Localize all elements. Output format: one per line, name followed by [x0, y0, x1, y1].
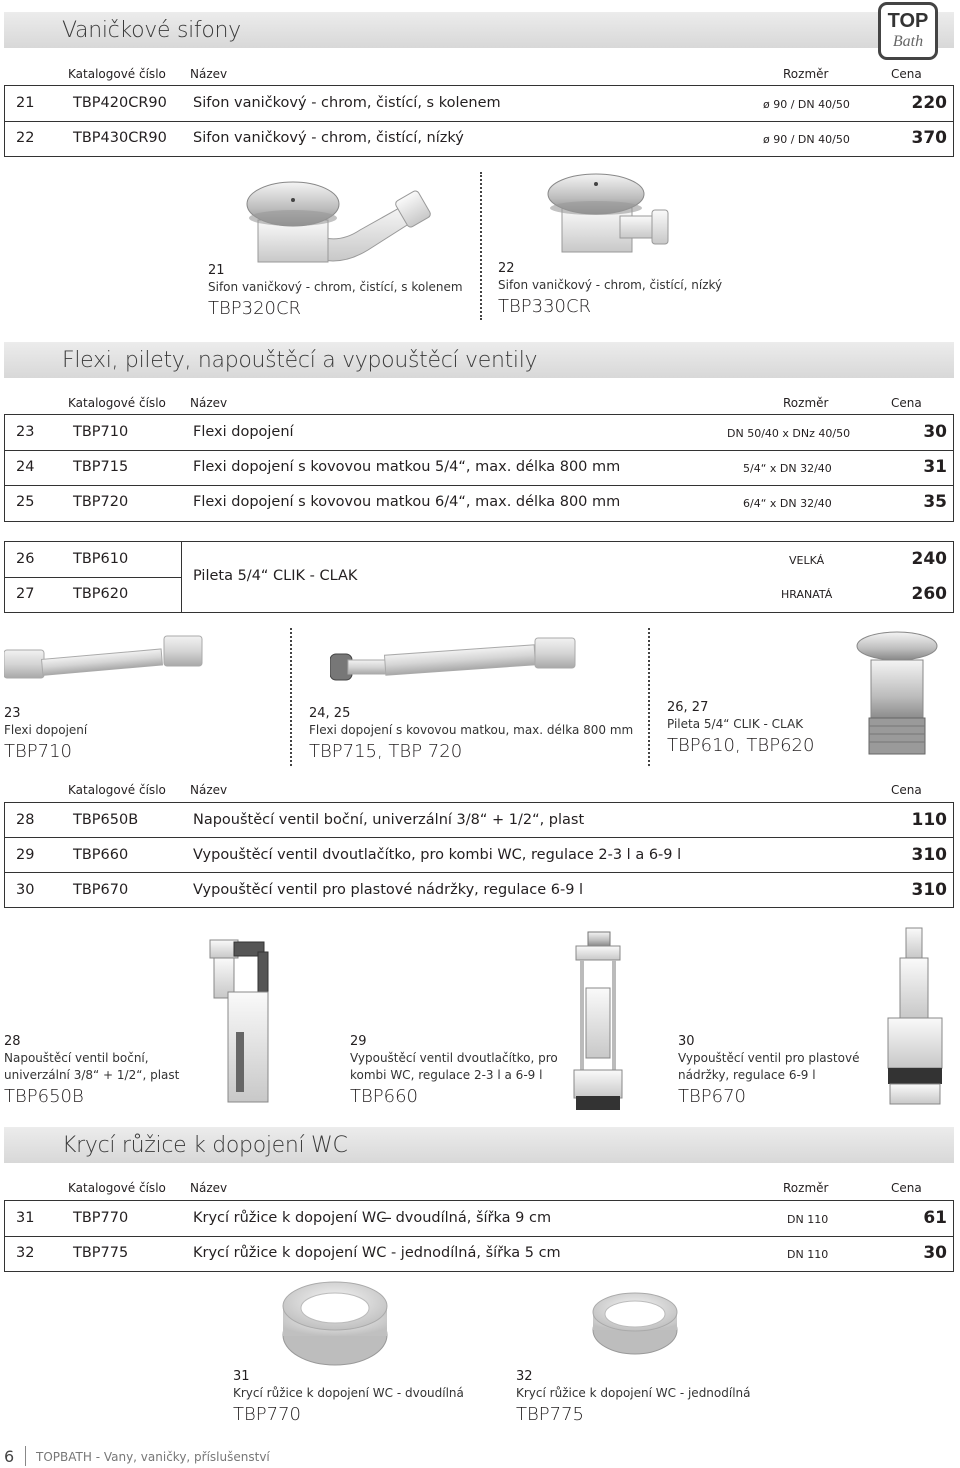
table-valves [4, 802, 954, 908]
row-catalog: TBP770 [73, 1210, 129, 1226]
table-rosettes [4, 1200, 954, 1272]
row-number: 28 [16, 812, 35, 828]
caption-desc: kombi WC, regulace 2-3 l a 6-9 l [350, 1068, 543, 1082]
siphon-low-image [540, 172, 680, 262]
caption-number: 30 [678, 1034, 695, 1049]
caption-desc: Napouštěcí ventil boční, [4, 1051, 149, 1065]
col-header-price: Cena [891, 67, 922, 81]
row-name: Krycí růžice k dopojení WC ̶ dvoudílná, šířka 9 cm [193, 1210, 552, 1226]
col-header-dim: Rozměr [783, 67, 829, 81]
row-name: Napouštěcí ventil boční, univerzální 3/8“ + 1/2“, plast [193, 812, 585, 828]
caption-code: TBP670 [678, 1086, 746, 1107]
table-flexi [4, 414, 954, 522]
row-number: 22 [16, 130, 35, 146]
caption-number: 28 [4, 1034, 21, 1049]
table-row [5, 1237, 953, 1271]
table-pileta [4, 541, 954, 613]
footer-divider [25, 1446, 26, 1466]
caption-siphon-22 [498, 260, 722, 320]
caption-code: TBP330CR [498, 296, 592, 317]
col-header-catalog: Katalogové číslo [68, 396, 166, 410]
caption-code: TBP770 [233, 1404, 301, 1425]
caption-flexi-23 [4, 705, 87, 765]
section-title: Krycí růžice k dopojení WC [62, 1133, 348, 1158]
row-price: 110 [911, 810, 947, 830]
row-catalog: TBP430CR90 [73, 130, 167, 146]
pileta-dim-velka: VELKÁ [789, 554, 825, 567]
row-name: Vypouštěcí ventil pro plastové nádržky, regulace 6-9 l [193, 882, 584, 898]
col-header-name: Název [190, 67, 228, 81]
section-title: Flexi, pilety, napouštěcí a vypouštěcí ventily [62, 348, 538, 373]
row-price: 30 [923, 1243, 947, 1263]
caption-code: TBP320CR [208, 298, 302, 319]
col-header-name: Název [190, 1181, 228, 1195]
caption-desc: Krycí růžice k dopojení WC - jednodílná [516, 1386, 751, 1400]
row-price: 31 [923, 457, 947, 477]
caption-number: 24, 25 [309, 706, 351, 721]
caption-desc: Vypouštěcí ventil pro plastové [678, 1051, 860, 1065]
col-header-catalog: Katalogové číslo [68, 67, 166, 81]
col-header-name: Název [190, 783, 228, 797]
pileta-dim-hranata: HRANATÁ [781, 588, 833, 601]
caption-flexi-24-25 [309, 705, 633, 765]
caption-code: TBP610, TBP620 [667, 735, 815, 756]
col-header-dim: Rozměr [783, 396, 829, 410]
row-number: 29 [16, 847, 35, 863]
caption-code: TBP710 [4, 741, 72, 762]
row-number: 21 [16, 95, 35, 111]
row-name: Sifon vaničkový - chrom, čistící, s kolenem [193, 95, 501, 111]
row-catalog: TBP670 [73, 882, 129, 898]
caption-number: 23 [4, 706, 21, 721]
table-row [5, 543, 181, 577]
caption-number: 32 [516, 1369, 533, 1384]
pileta-name: Pileta 5/4“ CLIK - CLAK [193, 568, 358, 584]
caption-desc: nádržky, regulace 6-9 l [678, 1068, 816, 1082]
caption-code: TBP650B [4, 1086, 84, 1107]
row-catalog: TBP620 [73, 586, 129, 602]
row-catalog: TBP660 [73, 847, 129, 863]
row-name: Vypouštěcí ventil dvoutlačítko, pro kombi WC, regulace 2-3 l a 6-9 l [193, 847, 682, 863]
row-dimension: ø 90 / DN 40/50 [763, 98, 850, 111]
row-price: 310 [911, 845, 947, 865]
row-catalog: TBP420CR90 [73, 95, 167, 111]
pileta-image [855, 630, 945, 760]
flexi-metal-nut-image [330, 632, 580, 682]
caption-valve-29 [350, 1033, 558, 1110]
caption-number: 31 [233, 1369, 250, 1384]
row-number: 23 [16, 424, 35, 440]
row-dimension: DN 50/40 x DNz 40/50 [727, 427, 851, 440]
caption-valve-28 [4, 1033, 179, 1110]
table-row [5, 451, 953, 485]
caption-code: TBP660 [350, 1086, 418, 1107]
row-price: 370 [911, 128, 947, 148]
caption-desc: Flexi dopojení [4, 723, 88, 737]
row-catalog: TBP720 [73, 494, 129, 510]
caption-valve-30 [678, 1033, 859, 1110]
table-row [5, 486, 953, 520]
row-name: Flexi dopojení s kovovou matkou 5/4“, max. délka 800 mm [193, 459, 621, 475]
caption-desc: Vypouštěcí ventil dvoutlačítko, pro [350, 1051, 558, 1065]
caption-rosette-32 [516, 1368, 751, 1428]
caption-desc: Pileta 5/4“ CLIK - CLAK [667, 717, 804, 731]
table-row [5, 804, 953, 838]
row-price: 61 [923, 1208, 947, 1228]
caption-desc: Sifon vaničkový - chrom, čistící, s kolenem [208, 280, 463, 294]
table-row [5, 87, 953, 121]
pileta-price: 260 [911, 584, 947, 604]
row-dimension: 5/4“ x DN 32/40 [743, 462, 832, 475]
row-catalog: TBP650B [73, 812, 139, 828]
col-header-price: Cena [891, 783, 922, 797]
col-header-price: Cena [891, 396, 922, 410]
caption-number: 21 [208, 263, 225, 278]
section-header-bar [4, 12, 954, 48]
row-dimension: ø 90 / DN 40/50 [763, 133, 850, 146]
row-name: Flexi dopojení [193, 424, 294, 440]
rosette-one-part-image [590, 1290, 680, 1356]
caption-rosette-31 [233, 1368, 464, 1428]
row-number: 31 [16, 1210, 35, 1226]
caption-pileta-26-27 [667, 699, 814, 759]
flush-valve-plastic-image [882, 924, 952, 1124]
col-header-catalog: Katalogové číslo [68, 1181, 166, 1195]
row-dimension: DN 110 [787, 1248, 829, 1261]
logo-text-top: TOP [887, 10, 929, 32]
table-row [5, 1202, 953, 1236]
table-row [5, 416, 953, 450]
col-header-catalog: Katalogové číslo [68, 783, 166, 797]
caption-desc: Flexi dopojení s kovovou matkou, max. délka 800 mm [309, 723, 634, 737]
table-row [5, 122, 953, 156]
row-catalog: TBP610 [73, 551, 129, 567]
caption-code: TBP715, TBP 720 [309, 741, 463, 762]
col-header-price: Cena [891, 1181, 922, 1195]
caption-code: TBP775 [516, 1404, 584, 1425]
caption-desc: Sifon vaničkový - chrom, čistící, nízký [498, 278, 723, 292]
section-title: Vaničkové sifony [62, 18, 241, 43]
table-siphons [4, 85, 954, 157]
table-row [5, 874, 953, 908]
row-catalog: TBP710 [73, 424, 129, 440]
row-number: 24 [16, 459, 35, 475]
topbath-logo [878, 2, 938, 60]
table-row [5, 839, 953, 873]
caption-siphon-21 [208, 262, 463, 322]
row-number: 26 [16, 551, 35, 567]
row-dimension: 6/4“ x DN 32/40 [743, 497, 832, 510]
siphon-elbow-image [240, 180, 440, 270]
caption-desc: Krycí růžice k dopojení WC - dvoudílná [233, 1386, 464, 1400]
table-row [5, 578, 181, 612]
row-number: 30 [16, 882, 35, 898]
footer-text: TOPBATH - Vany, vaničky, příslušenství [36, 1450, 270, 1464]
section-header-bar [4, 1127, 954, 1163]
row-name: Krycí růžice k dopojení WC - jednodílná, šířka 5 cm [193, 1245, 561, 1261]
row-price: 220 [911, 93, 947, 113]
row-catalog: TBP775 [73, 1245, 129, 1261]
row-name: Sifon vaničkový - chrom, čistící, nízký [193, 130, 464, 146]
flexi-hose-image [4, 632, 204, 682]
rosette-two-part-image [280, 1280, 390, 1368]
row-number: 27 [16, 586, 35, 602]
logo-text-bath: Bath [892, 33, 924, 50]
row-dimension: DN 110 [787, 1213, 829, 1226]
flush-valve-dual-image [568, 928, 628, 1118]
row-name: Flexi dopojení s kovovou matkou 6/4“, max. délka 800 mm [193, 494, 621, 510]
caption-number: 22 [498, 261, 515, 276]
pileta-price: 240 [911, 549, 947, 569]
col-header-name: Název [190, 396, 228, 410]
row-catalog: TBP715 [73, 459, 129, 475]
caption-number: 29 [350, 1034, 367, 1049]
caption-desc: univerzální 3/8“ + 1/2“, plast [4, 1068, 180, 1082]
row-price: 35 [923, 492, 947, 512]
col-header-dim: Rozměr [783, 1181, 829, 1195]
section-header-bar [4, 342, 954, 378]
row-price: 30 [923, 422, 947, 442]
page-number: 6 [4, 1447, 15, 1466]
row-price: 310 [911, 880, 947, 900]
row-number: 25 [16, 494, 35, 510]
fill-valve-image [200, 932, 300, 1112]
caption-number: 26, 27 [667, 700, 709, 715]
row-number: 32 [16, 1245, 35, 1261]
